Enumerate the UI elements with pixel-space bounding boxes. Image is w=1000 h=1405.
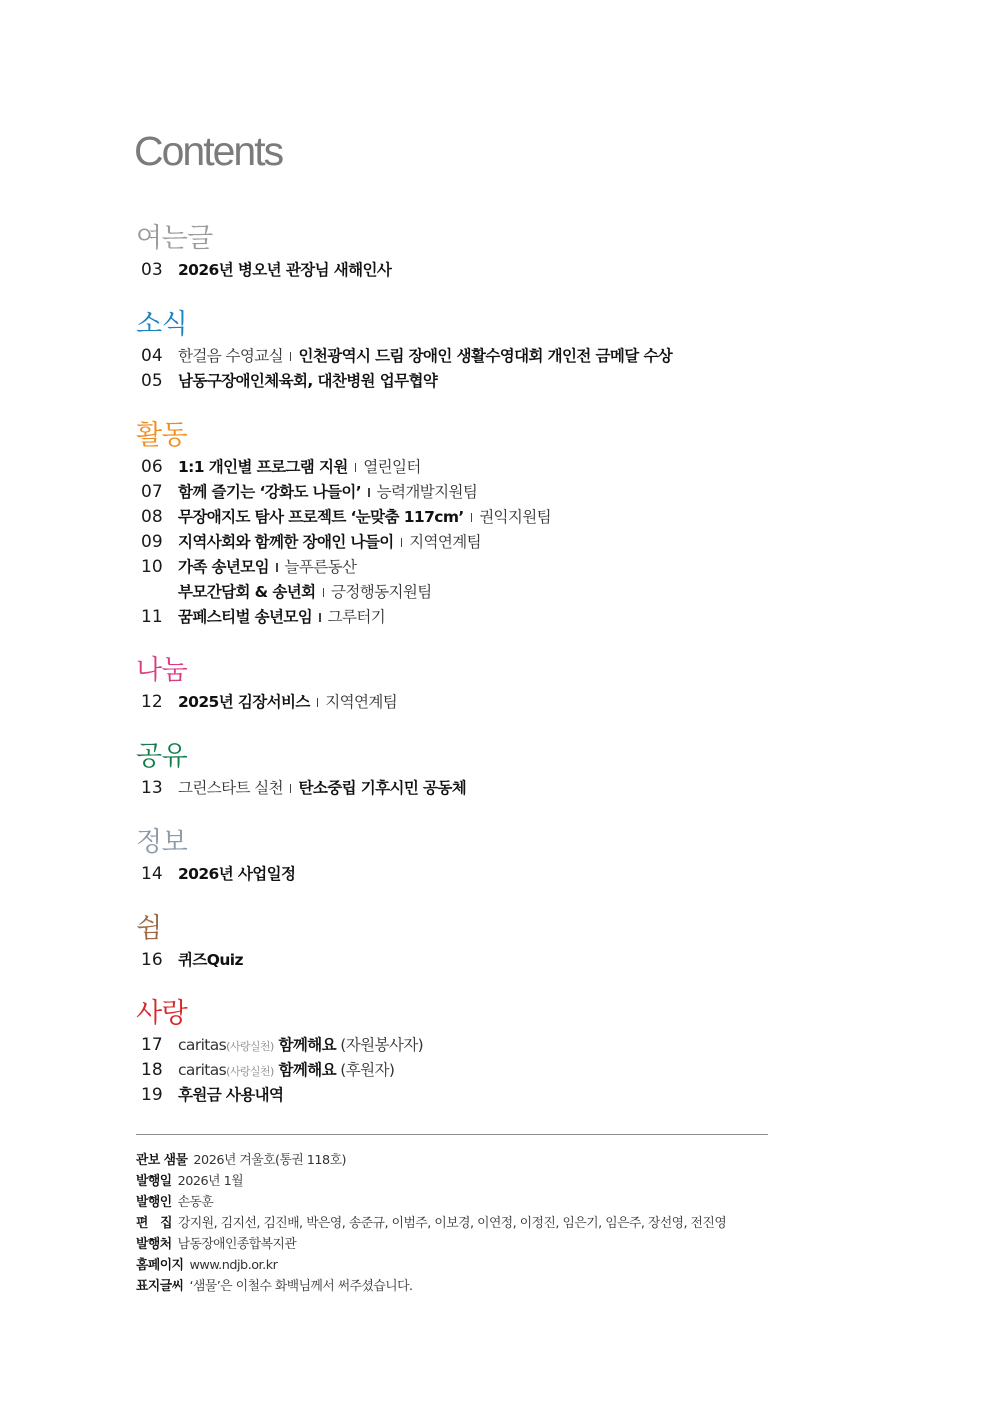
- section-title-common: 공유: [136, 741, 188, 772]
- entry-title: 퀴즈Quiz: [178, 951, 243, 969]
- colophon-row: [136, 1234, 776, 1255]
- entry-subtitle: 그린스타트 실천: [178, 779, 283, 797]
- entry-title: 함께해요: [273, 1061, 336, 1079]
- colophon-value: 2026년 겨울호(통권 118호): [193, 1153, 347, 1168]
- entry-subtitle: (자원봉사자): [335, 1036, 424, 1054]
- separator-bar: [276, 563, 278, 572]
- page-number: 10: [141, 557, 163, 577]
- colophon-value: www.ndjb.or.kr: [189, 1258, 278, 1273]
- section-items: [136, 344, 776, 394]
- section-title-opening: 여는글: [136, 223, 213, 254]
- colophon-label: 관보 샘물: [136, 1153, 188, 1168]
- section-title-news: 소식: [136, 309, 188, 340]
- toc-entry: [136, 505, 776, 530]
- entry-title: 2026년 사업일정: [178, 865, 296, 883]
- colophon-row: [136, 1213, 776, 1234]
- page-number: 05: [141, 371, 163, 391]
- entry-title: 지역사회와 함께한 장애인 나들이: [178, 533, 394, 551]
- entry-subtitle: 늘푸른동산: [284, 558, 357, 576]
- section-items: [136, 776, 776, 801]
- toc-entry: [136, 344, 776, 369]
- page-number: 13: [141, 778, 163, 798]
- entry-title: 남동구장애인체육회, 대찬병원 업무협약: [178, 372, 438, 390]
- entry-subtitle: 지역연계팀: [409, 533, 481, 551]
- colophon-row: [136, 1171, 776, 1192]
- entry-title: 함께 즐기는 ‘강화도 나들이’: [178, 483, 362, 501]
- section-title-sharing: 나눔: [136, 655, 188, 686]
- entry-title: 2026년 병오년 관장님 새해인사: [178, 261, 392, 279]
- entry-text: [178, 258, 391, 283]
- toc-entry: [136, 580, 776, 605]
- toc-entry: [136, 862, 776, 887]
- toc-entry: [136, 1058, 776, 1083]
- entry-text: [178, 1033, 423, 1059]
- colophon-row: [136, 1150, 776, 1171]
- separator-bar: [401, 538, 403, 547]
- page-number: 11: [141, 607, 163, 627]
- entry-title: 후원금 사용내역: [178, 1086, 284, 1104]
- colophon-label: 표지글씨: [136, 1279, 184, 1294]
- section-items: [136, 862, 776, 887]
- colophon: [136, 1150, 776, 1297]
- colophon-label: 발행인: [136, 1195, 172, 1210]
- entry-subtitle: 그루터기: [327, 608, 386, 626]
- colophon-row: [136, 1255, 776, 1276]
- toc-entry: [136, 555, 776, 580]
- page-number: 19: [141, 1085, 163, 1105]
- entry-note: (사랑실천): [226, 1065, 274, 1078]
- toc-entry: [136, 948, 776, 973]
- separator-bar: [319, 613, 321, 622]
- colophon-value: ‘샘물’은 이철수 화백님께서 써주셨습니다.: [189, 1279, 413, 1294]
- section-items: [136, 1033, 776, 1108]
- page-number: 16: [141, 950, 163, 970]
- page-number: 18: [141, 1060, 163, 1080]
- section-opening: [136, 222, 776, 283]
- entry-text: [178, 605, 385, 630]
- colophon-value: 강지원, 김지선, 김진배, 박은영, 송준규, 이범주, 이보경, 이연정, 이정진, 임은기, 임은주, 장선영, 전진영: [178, 1216, 727, 1231]
- entry-text: [178, 690, 397, 715]
- toc-entry: [136, 530, 776, 555]
- toc-entry: [136, 1033, 776, 1058]
- separator-bar: [355, 463, 357, 472]
- entry-subtitle: 능력개발지원팀: [376, 483, 478, 501]
- entry-text: [178, 505, 551, 530]
- page-number: 08: [141, 507, 163, 527]
- entry-text: [178, 948, 243, 973]
- colophon-value: 남동장애인종합복지관: [177, 1237, 297, 1252]
- entry-text: [178, 776, 466, 801]
- divider: [136, 1134, 768, 1135]
- entry-title: 인천광역시 드림 장애인 생활수영대회 개인전 금메달 수상: [298, 347, 673, 365]
- entry-subtitle: (후원자): [335, 1061, 395, 1079]
- entry-title: 부모간담회 & 송년회: [178, 583, 316, 601]
- entry-text: [178, 862, 295, 887]
- page-number: 04: [141, 346, 163, 366]
- entry-title: 2025년 김장서비스: [178, 693, 310, 711]
- separator-bar: [290, 784, 292, 793]
- section-title-rest: 쉼: [136, 913, 162, 944]
- entry-text: [178, 455, 421, 480]
- entry-subtitle: 한걸음 수영교실: [178, 347, 283, 365]
- section-rest: [136, 912, 776, 973]
- section-items: [136, 258, 776, 283]
- entry-text: [178, 555, 356, 580]
- entry-subtitle: 권익지원팀: [479, 508, 552, 526]
- entry-title: 가족 송년모임: [178, 558, 270, 576]
- entry-title: 탄소중립 기후시민 공동체: [298, 779, 467, 797]
- entry-title: 1:1 개인별 프로그램 지원: [178, 458, 348, 476]
- section-news: [136, 308, 776, 394]
- section-activity: [136, 419, 776, 630]
- separator-bar: [317, 698, 319, 707]
- toc-entry: [136, 369, 776, 394]
- page-number: 17: [141, 1035, 163, 1055]
- section-items: [136, 948, 776, 973]
- entry-subtitle: caritas: [178, 1061, 227, 1079]
- entry-subtitle: caritas: [178, 1036, 227, 1054]
- toc-entry: [136, 455, 776, 480]
- entry-text: [178, 580, 432, 605]
- page-number: 03: [141, 260, 163, 280]
- entry-subtitle: 긍정행동지원팀: [331, 583, 432, 601]
- separator-bar: [471, 513, 473, 522]
- colophon-row: [136, 1276, 776, 1297]
- colophon-row: [136, 1192, 776, 1213]
- entry-title: 함께해요: [273, 1036, 336, 1054]
- toc-entry: [136, 690, 776, 715]
- entry-text: [178, 1058, 394, 1084]
- page-number: 09: [141, 532, 163, 552]
- toc-entry: [136, 480, 776, 505]
- page-title: Contents: [134, 128, 283, 174]
- entry-subtitle: 열린일터: [363, 458, 421, 476]
- page-number: 07: [141, 482, 163, 502]
- entry-text: [178, 344, 672, 369]
- entry-note: (사랑실천): [226, 1040, 274, 1053]
- colophon-value: 손동훈: [177, 1195, 214, 1210]
- entry-text: [178, 480, 477, 505]
- toc-entry: [136, 776, 776, 801]
- separator-bar: [368, 488, 370, 497]
- entry-title: 꿈페스티벌 송년모임: [178, 608, 313, 626]
- separator-bar: [290, 352, 292, 361]
- section-items: [136, 455, 776, 630]
- section-title-love: 사랑: [136, 998, 188, 1029]
- colophon-label: 발행일: [136, 1174, 172, 1189]
- toc-entry: [136, 258, 776, 283]
- colophon-label: 발행처: [136, 1237, 172, 1252]
- page-number: 12: [141, 692, 163, 712]
- section-sharing: [136, 654, 776, 715]
- entry-subtitle: 지역연계팀: [325, 693, 398, 711]
- entry-text: [178, 530, 481, 555]
- section-items: [136, 690, 776, 715]
- section-info: [136, 826, 776, 887]
- entry-text: [178, 369, 437, 394]
- separator-bar: [323, 588, 325, 597]
- colophon-label: 편 집: [136, 1216, 173, 1231]
- entry-text: [178, 1083, 283, 1108]
- section-title-activity: 활동: [136, 420, 188, 451]
- section-love: [136, 997, 776, 1108]
- entry-title: 무장애지도 탐사 프로젝트 ‘눈맞춤 117cm’: [178, 508, 464, 526]
- section-title-info: 정보: [136, 827, 188, 858]
- page-number: 06: [141, 457, 163, 477]
- colophon-value: 2026년 1월: [177, 1174, 244, 1189]
- toc-entry: [136, 605, 776, 630]
- section-common: [136, 740, 776, 801]
- page-number: 14: [141, 864, 163, 884]
- colophon-label: 홈페이지: [136, 1258, 184, 1273]
- toc-entry: [136, 1083, 776, 1108]
